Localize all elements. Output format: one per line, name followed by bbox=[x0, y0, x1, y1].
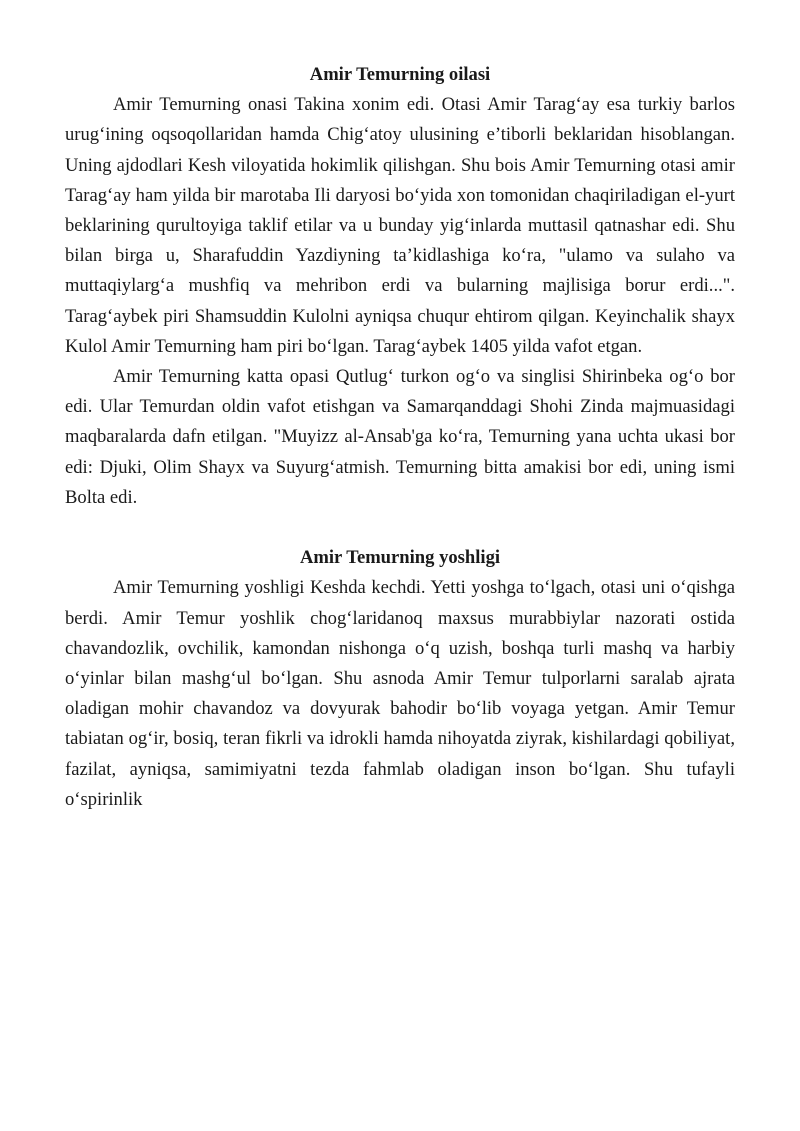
paragraph-family-2: Amir Temurning katta opasi Qutlug‘ turkon og‘o va singlisi Shirinbeka og‘o bor edi. Ular Temurdan oldin vafot etishgan va Samarqanddagi Shohi Zinda majmuasidagi maqbaralarda dafn etilgan. "Muyizz al-Ansab'ga ko‘ra, Temurning yana uchta ukasi bor edi: Djuki, Olim Shayx va Suyurg‘atmish. Temurning bitta amakisi bor edi, uning ismi Bolta edi. bbox=[65, 366, 735, 508]
paragraph-family-1: Amir Temurning onasi Takina xonim edi. Otasi Amir Tarag‘ay esa turkiy barlos urug‘ining oqsoqollaridan hamda Chig‘atoy ulusining e’tiborli beklaridan hisoblangan. Uning ajdodlari Kesh viloyatida hokimlik qilishgan. Shu bois Amir Temurning otasi amir Tarag‘ay ham yilda bir marotaba Ili daryosi bo‘yida xon tomonidan chaqiriladigan el-yurt beklarining qurultoyiga taklif etilar va u bunday yig‘inlarda muttasil qatnashar edi. Shu bilan birga u, Sharafuddin Yazdiyning ta’kidlashiga ko‘ra, "ulamo va sulaho va muttaqiylarg‘a mushfiq va mehribon erdi va bularning majlisiga borur erdi...". Tarag‘aybek piri Shamsuddin Kulolni ayniqsa chuqur ehtirom qilgan. Keyinchalik shayx Kulol Amir Temurning ham piri bo‘lgan. Tarag‘aybek 1405 yilda vafot etgan. bbox=[65, 94, 735, 357]
document-page bbox=[65, 60, 735, 815]
paragraph-youth-1: Amir Temurning yoshligi Keshda kechdi. Yetti yoshga to‘lgach, otasi uni o‘qishga berdi. Amir Temur yoshlik chog‘laridanoq maxsus murabbiylar nazorati ostida chavandozlik, ovchilik, kamondan nishonga o‘q uzish, boshqa turli mashq va harbiy o‘yinlar bilan mashg‘ul bo‘lgan. Shu asnoda Amir Temur tulporlarni saralab ajrata oladigan mohir chavandoz va dovyurak bahodir bo‘lib voyaga yetgan. Amir Temur tabiatan og‘ir, bosiq, teran fikrli va idrokli hamda nihoyatda ziyrak, kishilardagi qobiliyat, fazilat, ayniqsa, samimiyatni tezda fahmlab oladigan inson bo‘lgan. Shu tufayli o‘spirinlik bbox=[65, 577, 735, 810]
section-spacer bbox=[65, 513, 735, 543]
section-heading-family: Amir Temurning oilasi bbox=[309, 64, 491, 85]
section-heading-youth: Amir Temurning yoshligi bbox=[299, 547, 501, 569]
